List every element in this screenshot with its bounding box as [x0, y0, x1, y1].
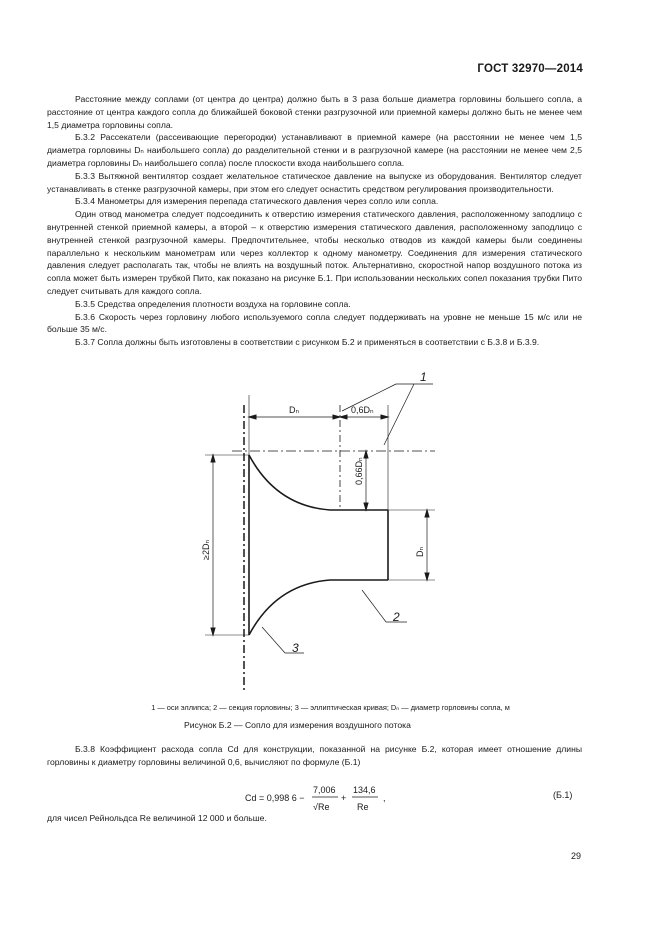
figure-caption: Рисунок Б.2 — Сопло для измерения воздушного потока	[184, 720, 411, 730]
dim-dn-right-label: Dₙ	[415, 546, 425, 557]
paragraph: Б.3.5 Средства определения плотности воздуха на горловине сопла.	[75, 298, 351, 309]
paragraph: Б.3.2 Рассекатели (рассеивающие перегородки) устанавливают в приемной камере (на расстоянии не менее чем 1,5 диаметра горловины Dₙ наибольшего сопла) до разделительной стенки и в разгрузочной камере (на расстоянии не менее чем 2,5 диаметра горловины Dₙ наибольшего сопла) после плоскости входа наибольшего сопла.	[47, 132, 582, 168]
formula-number: (Б.1)	[553, 790, 573, 800]
body-text	[47, 93, 582, 349]
paragraph: Б.3.6 Скорость через горловину любого используемого сопла следует поддерживать на уровне не меньше 15 м/с или не больше 35 м/с.	[47, 311, 582, 335]
callout-3: 3	[292, 641, 299, 655]
dim-2dn-label: ≥2Dₙ	[201, 539, 211, 560]
paragraph: Б.3.4 Манометры для измерения перепада статического давления через сопло или сопла.	[75, 196, 439, 207]
page-number: 29	[570, 851, 581, 861]
nozzle-drawing	[0, 365, 661, 695]
formula-den2: Re	[357, 802, 369, 812]
figure-legend: 1 — оси эллипса; 2 — секция горловины; 3 — эллиптическая кривая; Dₙ — диаметр горловины сопла, м	[151, 703, 510, 712]
paragraph: Б.3.3 Вытяжной вентилятор создает желательное статическое давление на выпуске из оборудования. Вентилятор следует устанавливать в стенке разгрузочной камеры, при этом его следует оснастить средством регулирования производительности.	[47, 170, 582, 194]
callout-1: 1	[420, 370, 427, 384]
dim-06dn-label: 0,6Dₙ	[351, 405, 374, 415]
section-b38	[47, 743, 582, 769]
dim-066dn-label: 0,66Dₙ	[354, 457, 364, 485]
lower-contour	[249, 580, 388, 635]
formula-plus: +	[341, 793, 347, 803]
formula-comma: ,	[383, 793, 386, 803]
paragraph: Б.3.7 Сопла должны быть изготовлены в соответствии с рисунком Б.2 и применяться в соответствии с Б.3.8 и Б.3.9.	[75, 337, 540, 348]
document-code: ГОСТ 32970—2014	[477, 63, 583, 75]
formula-num2: 134,6	[353, 785, 376, 795]
formula-den1: √Re	[313, 802, 330, 812]
formula-num1: 7,006	[313, 785, 336, 795]
callout-2: 2	[393, 610, 400, 624]
dim-dn-label: Dₙ	[289, 405, 300, 415]
upper-contour	[249, 455, 388, 510]
paragraph: Один отвод манометра следует подсоединить к отверстию измерения статического давления, расположенному заподлицо с внутренней стенкой приемной камеры, а второй – к отверстию измерения статического давления, расположенному заподлицо с внутренней стенкой разгрузочной камеры. Предпочтительнее, чтобы несколько отводов из каждой камеры были соединены параллельно к нескольким манометрам или через коллектор к одному манометру. Соединения для измерения статического давления следует располагать так, чтобы не влиять на воздушный поток. Альтернативно, скоростной напор воздушного потока из сопла может быть измерен трубкой Пито, как показано на рисунке Б.1. При использовании нескольких сопел показания трубки Пито следует считывать для каждого сопла.	[47, 209, 582, 296]
formula-condition: для чисел Рейнольдса Re величиной 12 000 и больше.	[47, 813, 267, 823]
paragraph: Б.3.8 Коэффициент расхода сопла Cd для конструкции, показанной на рисунке Б.2, которая имеет отношение длины горловины к диаметру горловины величиной 0,6, вычисляют по формуле (Б.1)	[47, 744, 582, 767]
paragraph: Расстояние между соплами (от центра до центра) должно быть в 3 раза больше диаметра горловины большего сопла, а расстояние от центра каждого сопла до ближайшей боковой стенки разгрузочной или приемной камеры должно быть не менее чем 1,5 диаметра горловины сопла.	[47, 94, 582, 130]
formula-lhs: Cd = 0,998 6 −	[245, 793, 305, 803]
